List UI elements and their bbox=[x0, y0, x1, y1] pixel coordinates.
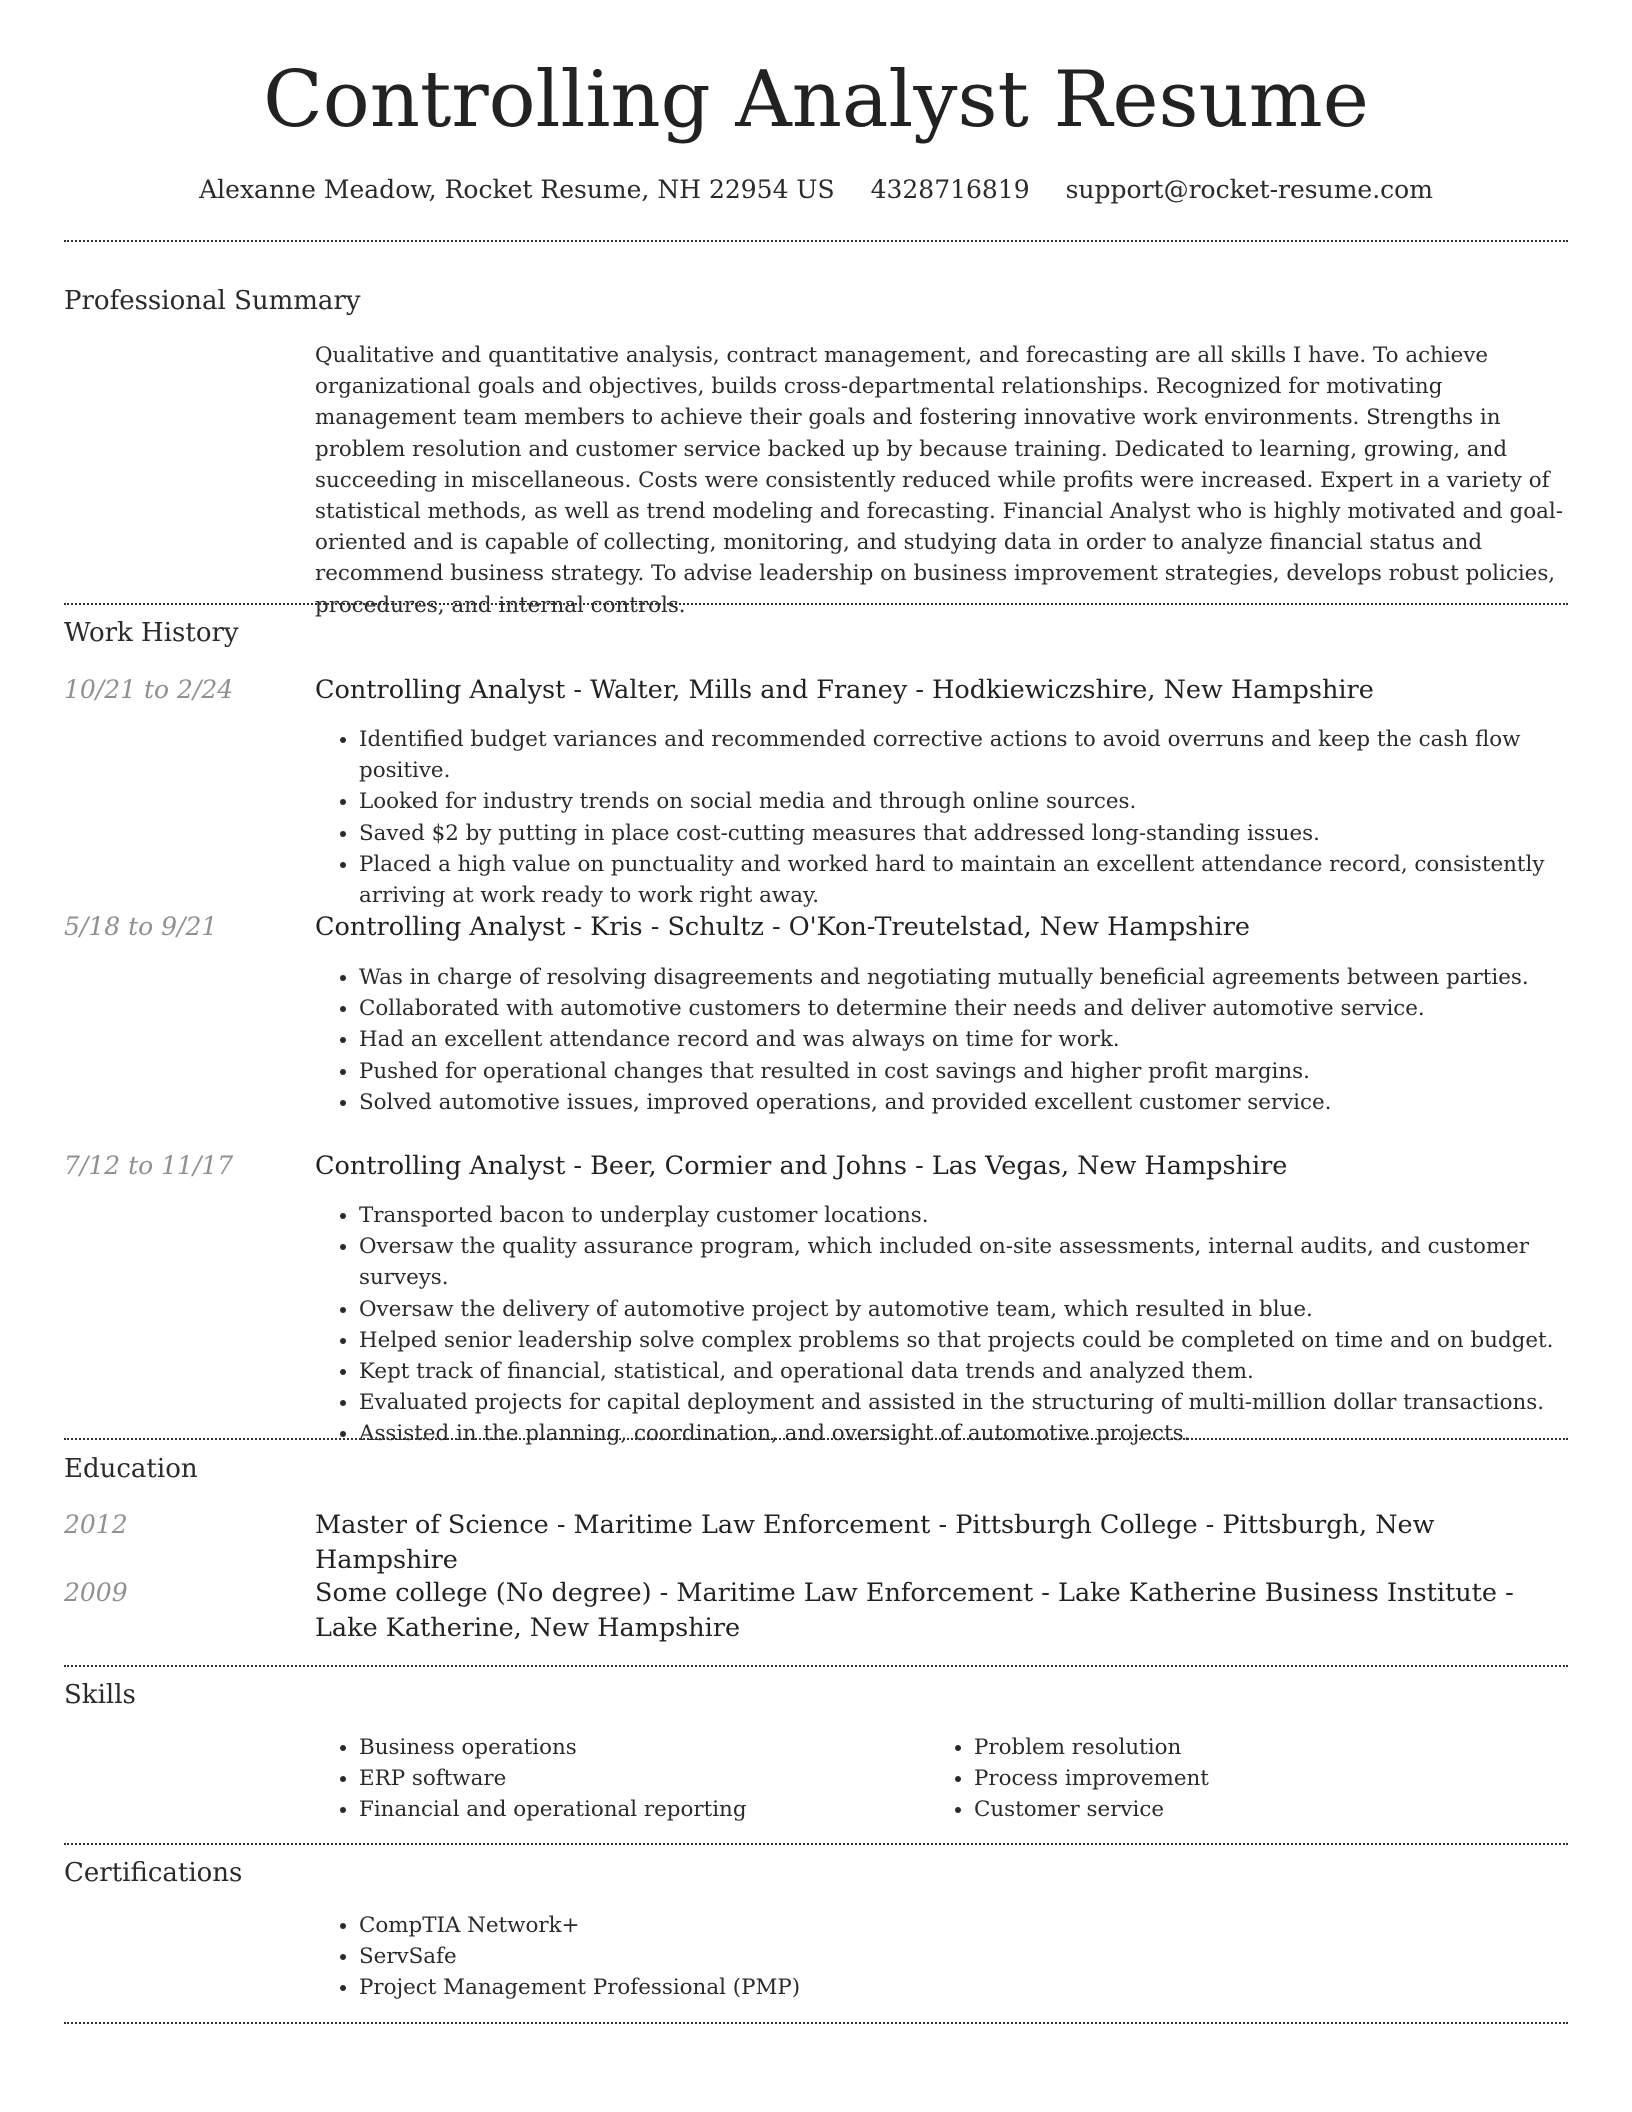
summary-text: Qualitative and quantitative analysis, contract management, and forecasting are all skills I have. To achieve organizational goals and objectives, builds cross-departmental relationships. Recognized for motivating management team members to achieve their goals and fostering innovative work environments. Strengths in problem resolution and customer service backed up by because training. Dedicated to learning, growing, and succeeding in miscellaneous. Costs were consistently reduced while profits were increased. Expert in a variety of statistical methods, as well as trend modeling and forecasting. Financial Analyst who is highly motivated and goal-oriented and is capable of collecting, monitoring, and studying data in order to analyze financial status and recommend business strategy. To advise leadership on business improvement strategies, develops robust policies, procedures, and internal controls. bbox=[315, 343, 1563, 618]
job-bullet: • Evaluated projects for capital deployment and assisted in the structuring of multi-million dollar transactions. bbox=[359, 1387, 1570, 1418]
certifications-list bbox=[315, 1910, 1359, 2003]
contact-phone: 4328716819 bbox=[870, 175, 1030, 204]
skills-heading: Skills bbox=[64, 1680, 136, 1710]
job-bullet: • Helped senior leadership solve complex problems so that projects could be completed on time and on budget. bbox=[359, 1325, 1570, 1356]
skill-item: • Customer service bbox=[974, 1794, 1534, 1825]
job-bullet: • Solved automotive issues, improved operations, and provided excellent customer service. bbox=[359, 1087, 1570, 1118]
education-title: Some college (No degree) - Maritime Law Enforcement - Lake Katherine Business Institute - Lake Katherine, New Hampshire bbox=[315, 1578, 1514, 1643]
education-heading: Education bbox=[64, 1454, 198, 1484]
job-dates: 5/18 to 9/21 bbox=[64, 912, 218, 941]
section-divider bbox=[64, 2022, 1568, 2024]
contact-address: Alexanne Meadow, Rocket Resume, NH 22954 US bbox=[199, 175, 835, 204]
certification-item: • ServSafe bbox=[359, 1941, 1359, 1972]
job-bullet: • Collaborated with automotive customers to determine their needs and deliver automotive service. bbox=[359, 993, 1570, 1024]
education-title: Master of Science - Maritime Law Enforcement - Pittsburgh College - Pittsburgh, New Hampshire bbox=[315, 1510, 1435, 1575]
job-dates: 10/21 to 2/24 bbox=[64, 675, 234, 704]
skill-item: • Business operations bbox=[359, 1732, 919, 1763]
job-bullet: • Placed a high value on punctuality and worked hard to maintain an excellent attendance record, consistently arriving at work ready to work right away. bbox=[359, 849, 1570, 911]
section-divider bbox=[64, 240, 1568, 242]
job-bullet: • Pushed for operational changes that resulted in cost savings and higher profit margins. bbox=[359, 1056, 1570, 1087]
education-year: 2012 bbox=[64, 1510, 128, 1539]
section-divider bbox=[64, 1665, 1568, 1667]
certifications-heading: Certifications bbox=[64, 1858, 243, 1888]
skill-item: • Problem resolution bbox=[974, 1732, 1534, 1763]
job-bullet: • Oversaw the quality assurance program, which included on-site assessments, internal audits, and customer surveys. bbox=[359, 1231, 1570, 1293]
job-bullet: • Had an excellent attendance record and was always on time for work. bbox=[359, 1024, 1570, 1055]
job-title: Controlling Analyst - Beer, Cormier and Johns - Las Vegas, New Hampshire bbox=[315, 1151, 1288, 1181]
resume-title: Controlling Analyst Resume bbox=[263, 55, 1369, 145]
work-history-heading: Work History bbox=[64, 618, 239, 648]
job-bullet: • Transported bacon to underplay customer locations. bbox=[359, 1200, 1570, 1231]
contact-line bbox=[0, 170, 1632, 210]
section-divider bbox=[64, 1843, 1568, 1845]
education-year: 2009 bbox=[64, 1578, 128, 1607]
certification-item: • Project Management Professional (PMP) bbox=[359, 1972, 1359, 2003]
job-bullets bbox=[315, 724, 1570, 911]
job-bullet: • Kept track of financial, statistical, and operational data trends and analyzed them. bbox=[359, 1356, 1570, 1387]
job-bullet: • Assisted in the planning, coordination, and oversight of automotive projects. bbox=[359, 1418, 1570, 1449]
job-bullet: • Oversaw the delivery of automotive project by automotive team, which resulted in blue. bbox=[359, 1294, 1570, 1325]
job-bullet: • Was in charge of resolving disagreements and negotiating mutually beneficial agreements between parties. bbox=[359, 962, 1570, 993]
skill-item: • Financial and operational reporting bbox=[359, 1794, 919, 1825]
contact-email: support@rocket-resume.com bbox=[1065, 175, 1433, 204]
job-bullets bbox=[315, 1200, 1570, 1450]
skills-list-left bbox=[315, 1732, 919, 1825]
job-bullets bbox=[315, 962, 1570, 1118]
certification-item: • CompTIA Network+ bbox=[359, 1910, 1359, 1941]
job-title: Controlling Analyst - Walter, Mills and Franey - Hodkiewiczshire, New Hampshire bbox=[315, 675, 1374, 705]
skill-item: • ERP software bbox=[359, 1763, 919, 1794]
job-dates: 7/12 to 11/17 bbox=[64, 1151, 234, 1180]
job-title: Controlling Analyst - Kris - Schultz - O'Kon-Treutelstad, New Hampshire bbox=[315, 912, 1250, 942]
skill-item: • Process improvement bbox=[974, 1763, 1534, 1794]
job-bullet: • Looked for industry trends on social media and through online sources. bbox=[359, 786, 1570, 817]
skills-list-right bbox=[930, 1732, 1534, 1825]
section-divider bbox=[64, 603, 1568, 605]
summary-heading: Professional Summary bbox=[64, 286, 361, 316]
section-divider bbox=[64, 1438, 1568, 1440]
job-bullet: • Saved $2 by putting in place cost-cutting measures that addressed long-standing issues. bbox=[359, 818, 1570, 849]
job-bullet: • Identified budget variances and recommended corrective actions to avoid overruns and keep the cash flow positive. bbox=[359, 724, 1570, 786]
